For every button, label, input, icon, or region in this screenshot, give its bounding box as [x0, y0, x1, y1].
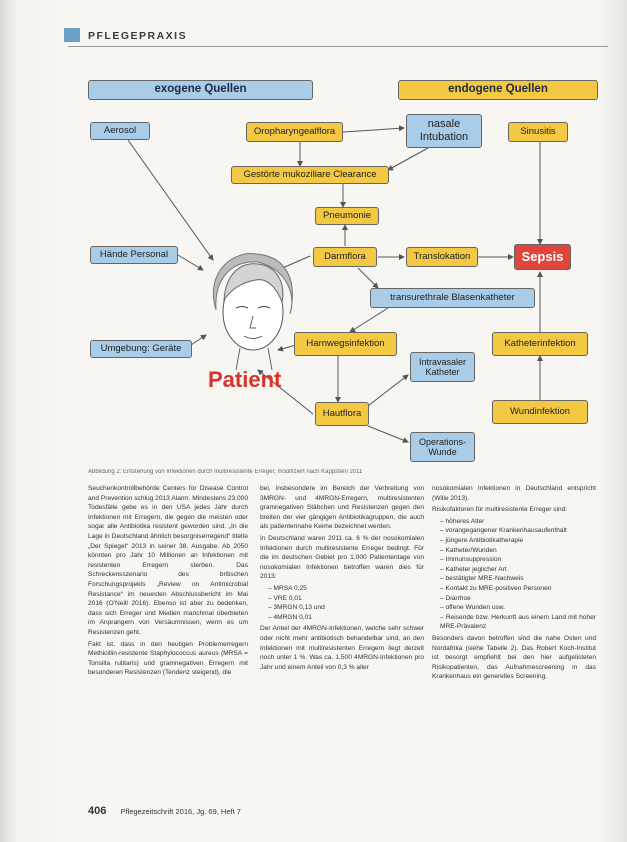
list-item: – MRSA 0,25: [268, 584, 424, 594]
node-translocation: Translokation: [406, 247, 478, 267]
edge-skin-surgical: [368, 426, 408, 442]
edge-nasal-clearance: [388, 148, 428, 170]
edge-bladdercath-uti: [350, 308, 388, 332]
risk-factor-list: [432, 517, 596, 632]
node-gut-flora: Darmflora: [313, 247, 377, 267]
node-pneumonia: Pneumonie: [315, 207, 379, 225]
list-item: – VRE 0,01: [268, 594, 424, 604]
node-urinary-tract-infection: Harnwegsinfektion: [294, 332, 397, 356]
node-sepsis: Sepsis: [514, 244, 571, 270]
node-environment-devices: Umgebung: Geräte: [90, 340, 192, 358]
node-aerosol: Aerosol: [90, 122, 150, 140]
edge-skin-iv: [368, 375, 408, 406]
statistics-list: [260, 584, 424, 622]
list-item: – Diarrhoe: [440, 594, 596, 604]
list-item: – 3MRGN 0,13 und: [268, 603, 424, 613]
node-staff-hands: Hände Personal: [90, 246, 178, 264]
paragraph: Besonders davon betroffen sind die nahe Osten und Nordafrika (siehe Tabelle 2). Das Robert Koch-Institut ist besorgt empfiehlt bei den hier aufgelisteten Risikopatienten, das Aufnahmescreening in das Krankenhaus ein generelles Screening.: [432, 634, 596, 681]
node-sinusitis: Sinusitis: [508, 122, 568, 142]
list-item: – offene Wunden usw.: [440, 603, 596, 613]
node-skin-flora: Hautflora: [315, 402, 369, 426]
node-catheter-infection: Katheterinfektion: [492, 332, 588, 356]
exogenous-sources-header: exogene Quellen: [88, 80, 313, 100]
endogenous-sources-header: endogene Quellen: [398, 80, 598, 100]
list-item: – Katheter/Wunden: [440, 546, 596, 556]
section-title: PFLEGEPRAXIS: [88, 30, 188, 42]
header-rule: [68, 46, 608, 47]
list-item: – höheres Alter: [440, 517, 596, 527]
text-column-2: [260, 484, 424, 674]
paragraph: Der Anteil der 4MRGN-Infektionen, welche sehr schwer oder nicht mehr antibiotisch behandelbar sind, an den Infektionen mit multiresistenten Erregern liegt derzeit noch unter 1 %. Was ca. 1.500 4MRGN-Infektionen pro Jahr und einem Anteil von 0,3 % aller: [260, 625, 424, 671]
list-item: – Immunsuppression: [440, 555, 596, 565]
figure-caption: Abbildung 2: Entstehung von Infektionen durch multiresistente Erreger, modifiziert nach Kappstein 2011: [88, 469, 363, 475]
node-urinary-catheter: transurethrale Blasenkatheter: [370, 288, 535, 308]
edge-aerosol-patient: [128, 140, 213, 260]
list-item: – Kontakt zu MRE-positiven Personen: [440, 584, 596, 594]
paragraph: Risikofaktoren für multiresistente Erreger sind:: [432, 506, 568, 514]
list-item: – vorangegangener Krankenhausaufenthalt: [440, 526, 596, 536]
node-oropharyngeal-flora: Oropharyngealflora: [246, 122, 343, 142]
node-nasal-intubation: nasale Intubation: [406, 114, 482, 148]
paragraph: Seuchenkontrollbehörde Centers for Disease Control and Prevention schlug 2013 Alarm. Mindestens 23.000 Todesfälle gebe es in den USA jedes Jahr durch Infektionen mit Erregern, die gegen die meisten oder sogar alle Antibiotika resistent geworden sind. „In die Lage in Deutschland ähnlich besorgniserregend“ titelte „Der Spiegel“ 2013 in seiner 38. Ausgabe. Ab 2050 könnten pro Jahr 10 Millionen an Infektionen mit resistenten Erregern sterben. Das Schreckensszenario des britischen Forschungsprojekts „Review on Antimicrobial Resistance“ im neuesten Abschlussbericht im Mai 2016 (O’Neill 2016). Ebenso ist aber zu bedenken, dass sich Erreger und Medien manchmal überbieten im Anprangern von Versäumnissen, wenn es um Resistenzen geht.: [88, 485, 248, 636]
paragraph: nosokomialen Infektionen in Deutschland entspricht (Wille 2013).: [432, 485, 596, 502]
edge-oropharynx-nasal: [343, 128, 404, 132]
journal-reference: Pflegezeitschrift 2016, Jg. 69, Heft 7: [120, 807, 241, 816]
list-item: – Reisende bzw. Herkunft aus einem Land mit hoher MRE-Prävalenz: [440, 613, 596, 632]
text-column-3: [432, 484, 596, 684]
patient-face-icon: [196, 250, 306, 380]
edge-gut-bladdercath: [358, 268, 378, 288]
paragraph: Fakt ist, dass in den heutigen Problemerregern Methicillin-resistente Staphylococcus aureus (MRSA = Tonsilla rutitaris) und gramnegativen Erregern mit besonderen Resistenzen (Tendenz steigend), die: [88, 640, 248, 677]
list-item: – jüngere Antibiotikatherapie: [440, 536, 596, 546]
node-wound-infection: Wundinfektion: [492, 400, 588, 424]
page-footer: [88, 805, 241, 817]
node-surgical-wound: Operations-Wunde: [410, 432, 475, 462]
paragraph: bei, insbesondere im Bereich der Verbreitung von 3MRGN- und 4MRGN-Erregern, multiresistenten gramnegativen Stäbchen und Resistenzen gegen den breiten der vier gängigen Antibiotikagruppen, die auch als patientennahe Keime bezeichnet werden.: [260, 485, 424, 531]
node-impaired-clearance: Gestörte mukoziliare Clearance: [231, 166, 389, 184]
text-column-1: [88, 484, 248, 680]
page-number: 406: [88, 805, 107, 817]
list-item: – Katheter jeglicher Art: [440, 565, 596, 575]
infection-source-diagram: [88, 70, 608, 470]
paragraph: In Deutschland waren 2011 ca. 6 % der nosokomialen Infektionen durch multiresistente Erreger bedingt. Für die im deutschen Gebiet pro 1.000 Patiententage von nosokomialen Infektionen betroffen waren dies für 2013:: [260, 534, 424, 581]
section-marker: [64, 28, 80, 42]
node-intravascular-catheter: Intravasaler Katheter: [410, 352, 475, 382]
list-item: – bestätigter MRE-Nachweis: [440, 574, 596, 584]
list-item: – 4MRGN 0,01: [268, 613, 424, 623]
patient-illustration: [196, 250, 306, 380]
patient-label: Patient: [208, 367, 282, 392]
